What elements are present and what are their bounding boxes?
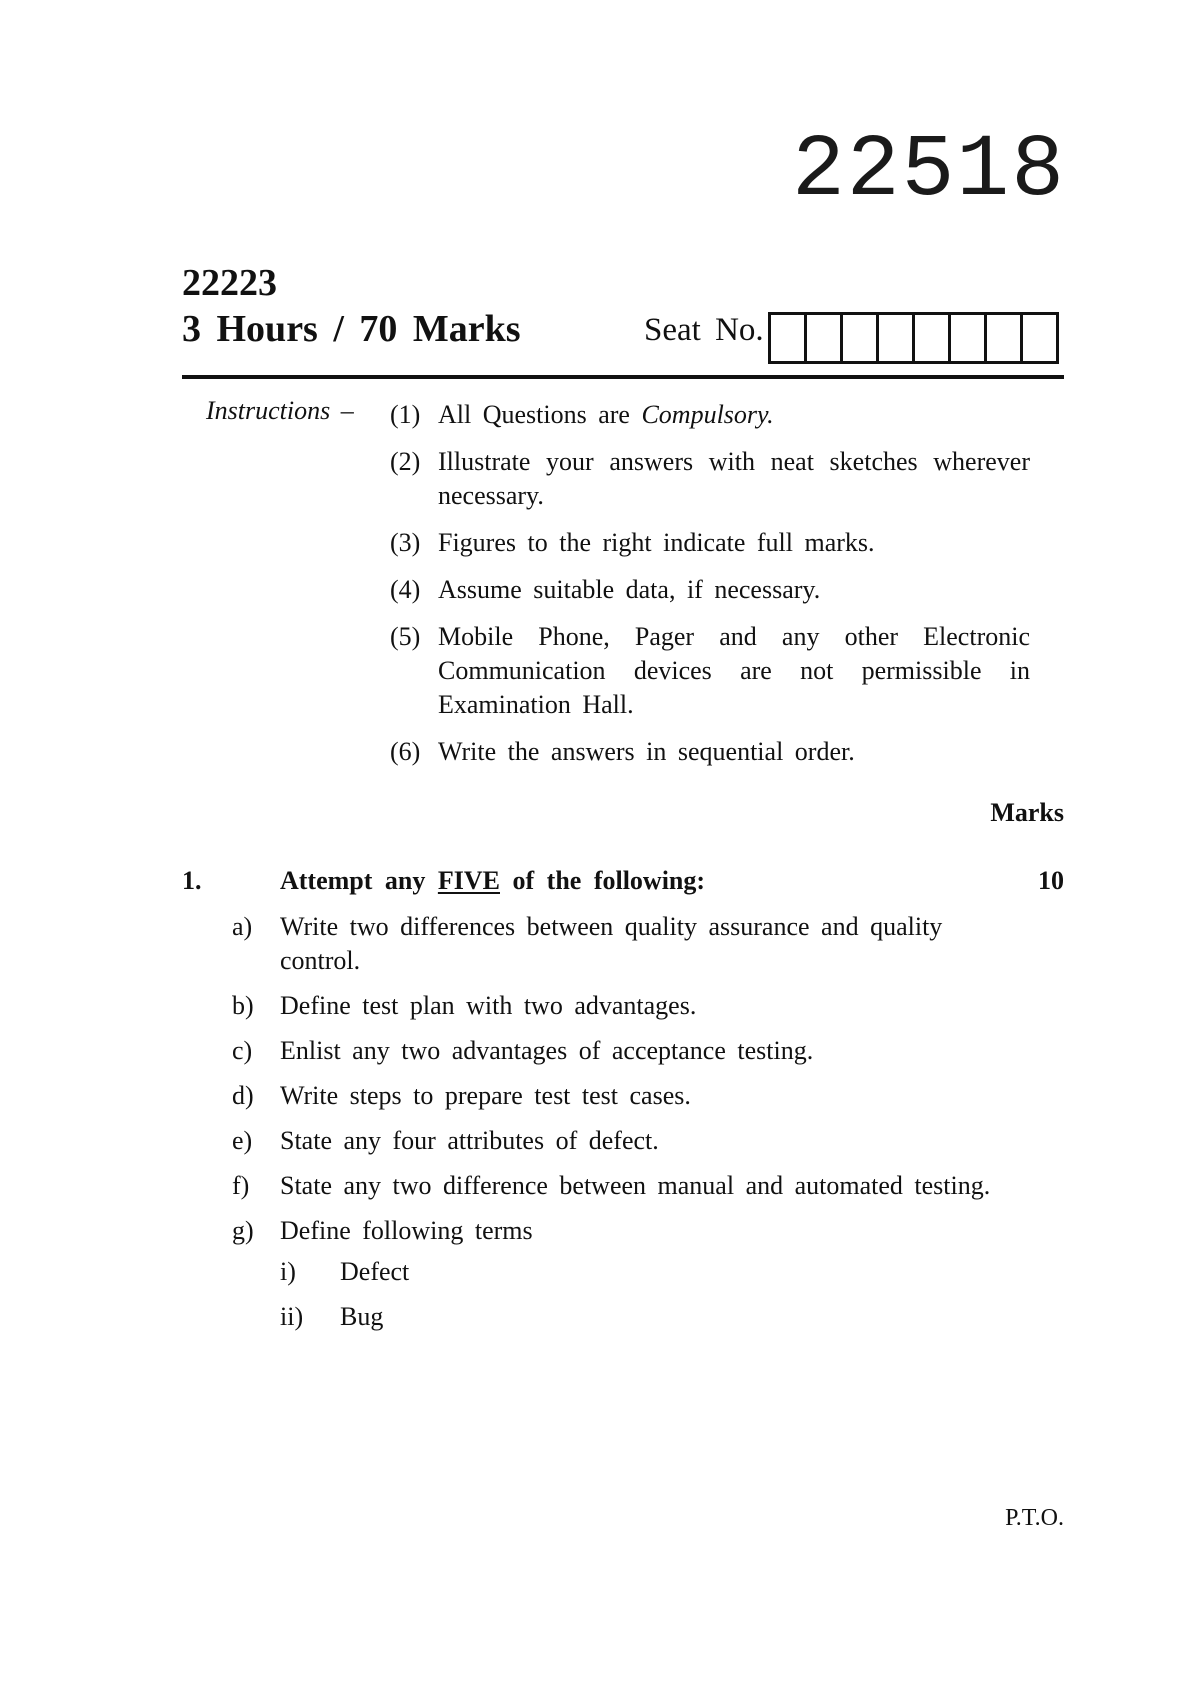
question-title: Attempt any FIVE of the following:: [280, 866, 706, 895]
term-label: ii): [280, 1302, 304, 1331]
subpart-text: Define test plan with two advantages.: [280, 991, 697, 1020]
subpart-text: Write two differences between quality assurance and quality control.: [280, 912, 943, 975]
paper-code: 22518: [791, 122, 1066, 221]
instruction-number: (3): [390, 528, 421, 557]
instruction-number: (6): [390, 737, 421, 766]
seat-box[interactable]: [807, 315, 843, 361]
instruction-text: Illustrate your answers with neat sketches wherever necessary.: [438, 447, 1030, 510]
instruction-item: [390, 620, 1030, 722]
subpart-item: [232, 989, 1032, 1023]
seat-number-boxes[interactable]: [768, 312, 1059, 364]
instruction-text: Figures to the right indicate full marks.: [438, 528, 875, 557]
subpart-text: Define following terms: [280, 1216, 533, 1245]
instruction-text: Mobile Phone, Pager and any other Electronic Communication devices are not permissible in Examination Hall.: [438, 622, 1030, 719]
subpart-text: State any two difference between manual and automated testing.: [280, 1171, 991, 1200]
instructions-title: Instructions –: [206, 396, 354, 425]
subpart-label: f): [232, 1171, 250, 1200]
subpart-item: [232, 910, 1032, 978]
subpart-label: e): [232, 1126, 253, 1155]
marks-column-heading: Marks: [990, 798, 1064, 827]
subpart-text: State any four attributes of defect.: [280, 1126, 659, 1155]
seat-number-label: Seat No.: [644, 312, 764, 348]
seat-box[interactable]: [771, 315, 807, 361]
seat-box[interactable]: [987, 315, 1023, 361]
instruction-text: Assume suitable data, if necessary.: [438, 575, 821, 604]
subpart-label: b): [232, 991, 254, 1020]
instruction-number: (2): [390, 447, 421, 476]
seat-box[interactable]: [915, 315, 951, 361]
please-turn-over: P.T.O.: [1005, 1505, 1064, 1531]
subpart-text: Write steps to prepare test test cases.: [280, 1081, 691, 1110]
instruction-text: All Questions are Compulsory.: [438, 400, 774, 429]
subpart-label: g): [232, 1216, 254, 1245]
instruction-number: (1): [390, 400, 421, 429]
instruction-number: (4): [390, 575, 421, 604]
subparts-list: [232, 910, 1032, 1259]
seat-box[interactable]: [843, 315, 879, 361]
duration-marks: 3 Hours / 70 Marks: [182, 308, 521, 350]
terms-list: [280, 1255, 409, 1345]
instruction-text: Write the answers in sequential order.: [438, 737, 855, 766]
term-text: Defect: [340, 1257, 410, 1286]
question-marks: 10: [1038, 866, 1064, 895]
header-divider: [182, 375, 1064, 379]
seat-box[interactable]: [879, 315, 915, 361]
question-number: 1.: [182, 866, 202, 895]
instruction-item: [390, 573, 1030, 607]
instructions-list: [390, 398, 1030, 782]
seat-box[interactable]: [1023, 315, 1059, 361]
subpart-item: [232, 1124, 1032, 1158]
term-item: [280, 1255, 409, 1289]
instruction-number: (5): [390, 622, 421, 651]
seat-box[interactable]: [951, 315, 987, 361]
instruction-item: [390, 445, 1030, 513]
subject-code: 22223: [182, 262, 277, 304]
instruction-item: [390, 526, 1030, 560]
instruction-item: [390, 735, 1030, 769]
subpart-label: d): [232, 1081, 254, 1110]
subpart-label: c): [232, 1036, 253, 1065]
instruction-item: [390, 398, 1030, 432]
term-item: [280, 1300, 409, 1334]
instruction-emphasis: Compulsory.: [641, 400, 774, 429]
subpart-item: [232, 1034, 1032, 1068]
question-title-emphasis: FIVE: [437, 866, 500, 895]
subpart-item: [232, 1214, 1032, 1248]
subpart-item: [232, 1079, 1032, 1113]
subpart-label: a): [232, 912, 253, 941]
subpart-item: [232, 1169, 1032, 1203]
term-label: i): [280, 1257, 296, 1286]
subpart-text: Enlist any two advantages of acceptance testing.: [280, 1036, 814, 1065]
term-text: Bug: [340, 1302, 384, 1331]
